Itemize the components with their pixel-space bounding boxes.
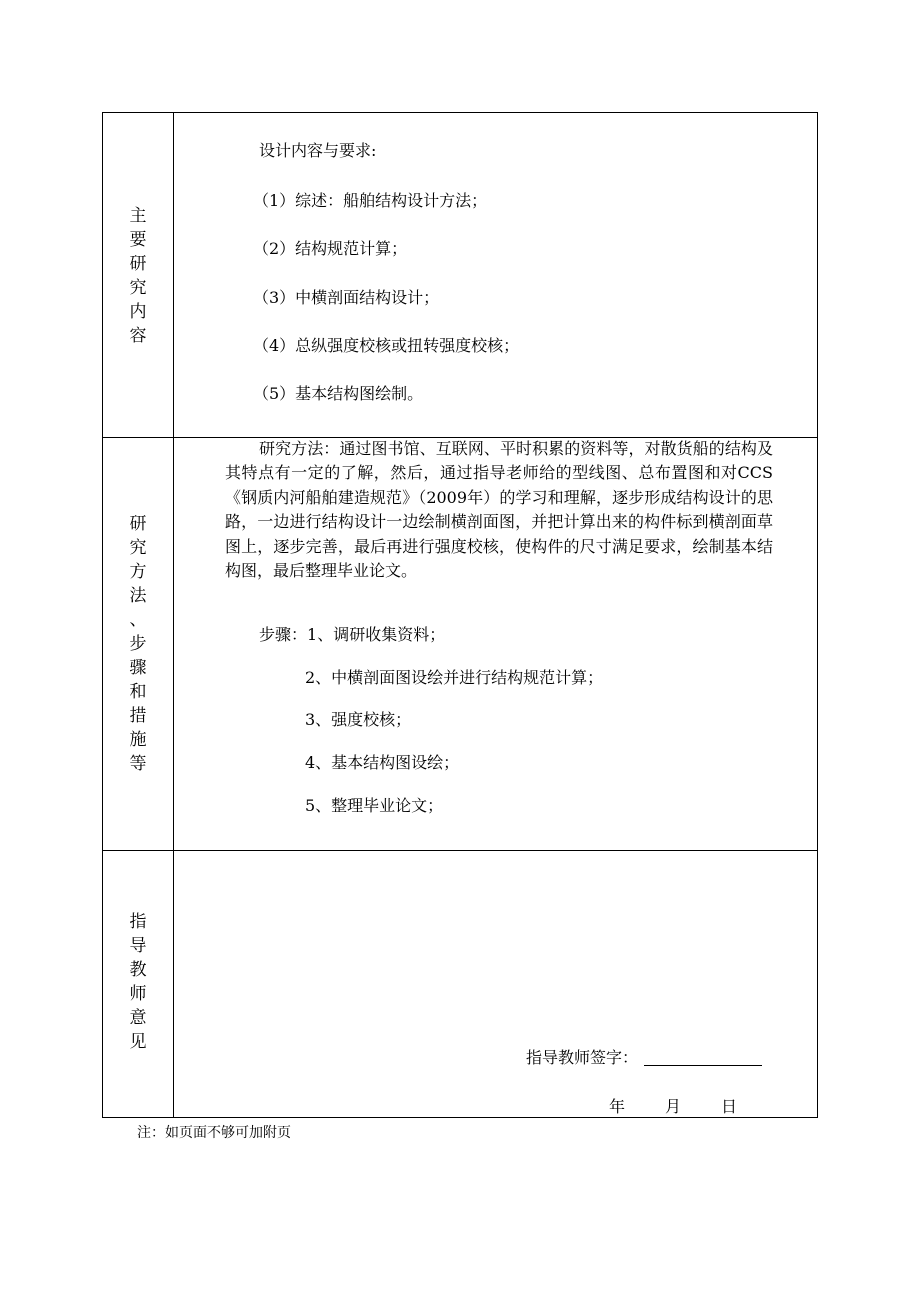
label-char: 法 xyxy=(129,586,147,606)
step-item: 2、中横剖面图设绘并进行结构规范计算； xyxy=(305,668,604,687)
content-heading: 设计内容与要求: xyxy=(259,141,377,160)
methods-paragraph: 研究方法：通过图书馆、互联网、平时积累的资料等，对散货船的结构及其特点有一定的了解，然后，通过指导老师给的型线图、总布置图和对CCS《钢质内河船舶建造规范》（2009年）的学习和理解，逐步形成结构设计的思路，一边进行结构设计一边绘制横剖面图，并把计算出来的构件标到横剖面草图上，逐步完善，最后再进行强度校核，使构件的尺寸满足要求，绘制基本结构图，最后整理毕业论文。 xyxy=(225,439,773,581)
date-day: 日 xyxy=(721,1097,738,1116)
label-char: 研 xyxy=(129,514,147,534)
label-char: 骤 xyxy=(129,658,147,678)
row-divider xyxy=(102,850,818,851)
signature-label: 指导教师签字： xyxy=(526,1048,639,1067)
advisor-signature xyxy=(526,1045,762,1068)
step-item: 1、调研收集资料； xyxy=(307,625,446,644)
content-item: （4）总纵强度校核或扭转强度校核； xyxy=(253,336,520,355)
label-char: 研 xyxy=(129,254,147,274)
label-char: 、 xyxy=(129,610,147,630)
footnote: 注：如页面不够可加附页 xyxy=(137,1125,291,1141)
label-char: 要 xyxy=(129,230,147,250)
label-char: 教 xyxy=(129,960,147,980)
label-char: 导 xyxy=(129,936,147,956)
label-char: 究 xyxy=(129,538,147,558)
content-item: （1）综述：船舶结构设计方法； xyxy=(253,191,488,210)
step-item: 4、基本结构图设绘； xyxy=(305,753,460,772)
signature-field[interactable] xyxy=(644,1065,762,1066)
form-table xyxy=(102,112,818,1118)
content-item: （3）中横剖面结构设计； xyxy=(253,288,440,307)
label-char: 指 xyxy=(129,912,147,932)
label-char: 内 xyxy=(129,302,147,322)
main-content-label xyxy=(102,204,174,348)
label-char: 容 xyxy=(129,326,147,346)
date-year: 年 xyxy=(609,1097,626,1116)
date-month: 月 xyxy=(665,1097,682,1116)
label-char: 见 xyxy=(129,1032,147,1052)
label-char: 方 xyxy=(129,562,147,582)
steps-label: 步骤： xyxy=(259,625,308,644)
label-char: 意 xyxy=(129,1008,147,1028)
step-item: 5、整理毕业论文； xyxy=(305,796,444,815)
label-char: 究 xyxy=(129,278,147,298)
label-char: 等 xyxy=(129,754,147,774)
step-item: 3、强度校核； xyxy=(305,710,412,729)
label-char: 师 xyxy=(129,984,147,1004)
label-char: 步 xyxy=(129,634,147,654)
steps-line xyxy=(259,622,445,645)
label-char: 施 xyxy=(129,730,147,750)
content-item: （2）结构规范计算； xyxy=(253,239,408,258)
label-char: 措 xyxy=(129,706,147,726)
label-char: 主 xyxy=(129,206,147,226)
advisor-label xyxy=(102,910,174,1054)
label-char: 和 xyxy=(129,682,147,702)
content-item: （5）基本结构图绘制。 xyxy=(253,384,424,403)
methods-label xyxy=(102,512,174,776)
